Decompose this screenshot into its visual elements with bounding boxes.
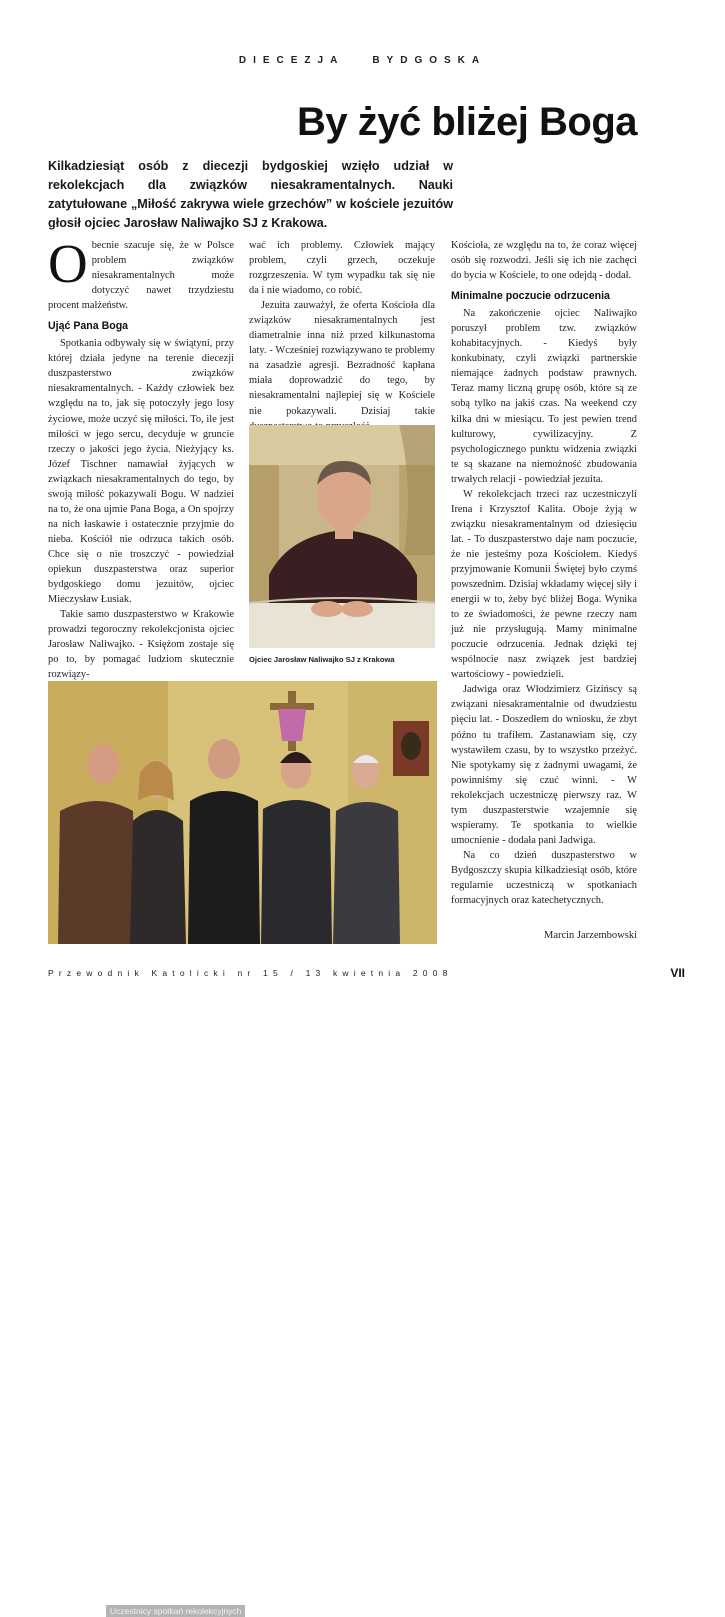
paragraph: Na co dzień duszpasterstwo w Bydgoszczy skupia kilkadziesiąt osób, które regularnie uczestniczą w spotkaniach formacyjnych oraz katechetycznych. <box>451 849 637 907</box>
subheading-1: Ująć Pana Boga <box>48 320 129 333</box>
intro-text: becnie szacuje się, że w Polsce problem związków niesakramentalnych może dotyczyć nawet trzydziestu procent małżeństw. <box>48 240 234 312</box>
subheading-2: Minimalne poczucie odrzucenia <box>451 290 610 303</box>
footer-publication: Przewodnik Katolicki nr 15 / 13 kwietnia 2008 <box>48 968 453 978</box>
article-column-1 <box>48 233 234 682</box>
article-column-3 <box>451 238 637 908</box>
article-title: By żyć bliżej Boga <box>297 100 637 144</box>
section-word-2: BYDGOSKA <box>372 55 487 66</box>
article-lead: Kilkadziesiąt osób z diecezji bydgoskiej wzięło udział w rekolekcjach dla związków niesakramentalnych. Nauki zatytułowane „Miłość zakrywa wiele grzechów” w kościele jezuitów głosił ojciec Jarosław Naliwajko SJ z Krakowa. <box>48 159 453 230</box>
paragraph: Kościoła, ze względu na to, że coraz więcej osób się rozwodzi. Jeśli się ich nie zachęci do bycia w Kościele, to one odejdą - dodał. <box>451 240 637 282</box>
section-header <box>0 55 725 66</box>
paragraph: Jadwiga oraz Włodzimierz Gizińscy są związani niesakramentalnie od dwudziestu pięciu lat. - Doszedłem do wniosku, że zbyt późno tu trafiłem. Zastanawiam się, czy wystawiłem czasu, by to wszystko przeżyć. Nie spotykamy się z żadnymi uwagami, że powinniśmy się czuć winni. - W rekolekcjach uczestniczę pierwszy raz. W tym duszpasterstwie wzajemnie się wspieramy. Te spotkania to wielkie umocnienie - dodała pani Jadwiga. <box>451 684 637 846</box>
section-word-1: DIECEZJA <box>238 55 345 66</box>
paragraph: Na zakończenie ojciec Naliwajko poruszył problem tzw. związków kohabitacyjnych. - Kiedyś były konkubinaty, czyli związki partnerskie niemające żadnych podstaw prawnych. Teraz mamy liczną grupę osób, które są ze sobą tylko na jakiś czas. Na weekend czy kilka dni w miesiącu. To jest pewien trend kulturowy, cywilizacyjny. Z psychologicznego punktu widzenia związki te są skazane na niemożność zbudowania trwałych relacji - powiedział jezuita. <box>451 308 637 485</box>
priest-portrait-photo <box>249 425 435 648</box>
article-author: Marcin Jarzembowski <box>543 930 637 941</box>
intro-paragraph <box>48 233 234 313</box>
paragraph: Jezuita zauważył, że oferta Kościoła dla związków niesakramentalnych jest diametralnie inna niż przed kilkunastoma laty. - Wcześniej rozwiązywano te problemy na zasadzie agresji. Bezradność kapłana miała doprowadzić do tego, by niesakramentalni najlepiej się w Kościele nie pokazywali. Dzisiaj takie <box>249 300 435 417</box>
article-column-2 <box>249 238 435 434</box>
portrait-caption: Ojciec Jarosław Naliwajko SJ z Krakowa <box>249 655 395 664</box>
paragraph: wać ich problemy. Człowiek mający problem, czyli grzech, oczekuje rozgrzeszenia. W tym wypadku tak się nie da i nie wiadomo, co robić. <box>249 240 435 297</box>
paragraph: Spotkania odbywały się w świątyni, przy której działa jedyne na terenie diecezji duszpasterstwo związków niesakramentalnych. - Każdy człowiek bez względu na to, jak się potoczyły jego losy życiowe, może uczyć się miłości. To, ile jest miłości w jego sercu, decyduje w gruncie rzeczy o jakości jego życia. Nieżyjący ks. Józef Tischner namawiał żyjących w związkach niesakramentalnych do tego, by swoją miłość pokazywali Bogu. W nadziei na to, że ona ujmie Pana Boga, a On spojrzy na nich łaskawie i ostatecznie przyjmie do nieba. Kościół nie odrzuca takich osób. Chce się o nie troszczyć - powiedział opiekun duszpasterstwa oraz superior bydgoskiego domu jezuitów, ojciec Mieczysław Łusiak. <box>48 338 234 606</box>
group-photo-caption: Uczestnicy spotkań rekolekcyjnych <box>106 1605 245 1617</box>
paragraph: Takie samo duszpasterstwo w Krakowie prowadzi tegoroczny rekolekcjonista ojciec Jarosław Naliwajko. - Księżom zostaje się po to, by pomagać ludziom skutecznie rozwiązy- <box>48 609 234 681</box>
drop-cap: O <box>48 233 88 294</box>
paragraph: W rekolekcjach trzeci raz uczestniczyli Irena i Krzysztof Kalita. Oboje żyją w związku niesakramentalnym od dziesięciu lat. - To duszpasterstwo daje nam poczucie, że nie jesteśmy poza Kościołem. Kiedyś przyjmowanie Komunii Świętej było czymś powszednim. Dzisiaj wkładamy więcej siły i energii w to, żeby być bliżej Boga. Wynika to ze świadomości, że pewne rzeczy nam już nie przysługują. Mamy minimalne poczucie odrzucenia. Jednak dzięki tej wspólnocie nasz związek jest bardziej wartościowy - powiedzieli. <box>451 488 637 681</box>
page-number: VII <box>670 966 685 980</box>
